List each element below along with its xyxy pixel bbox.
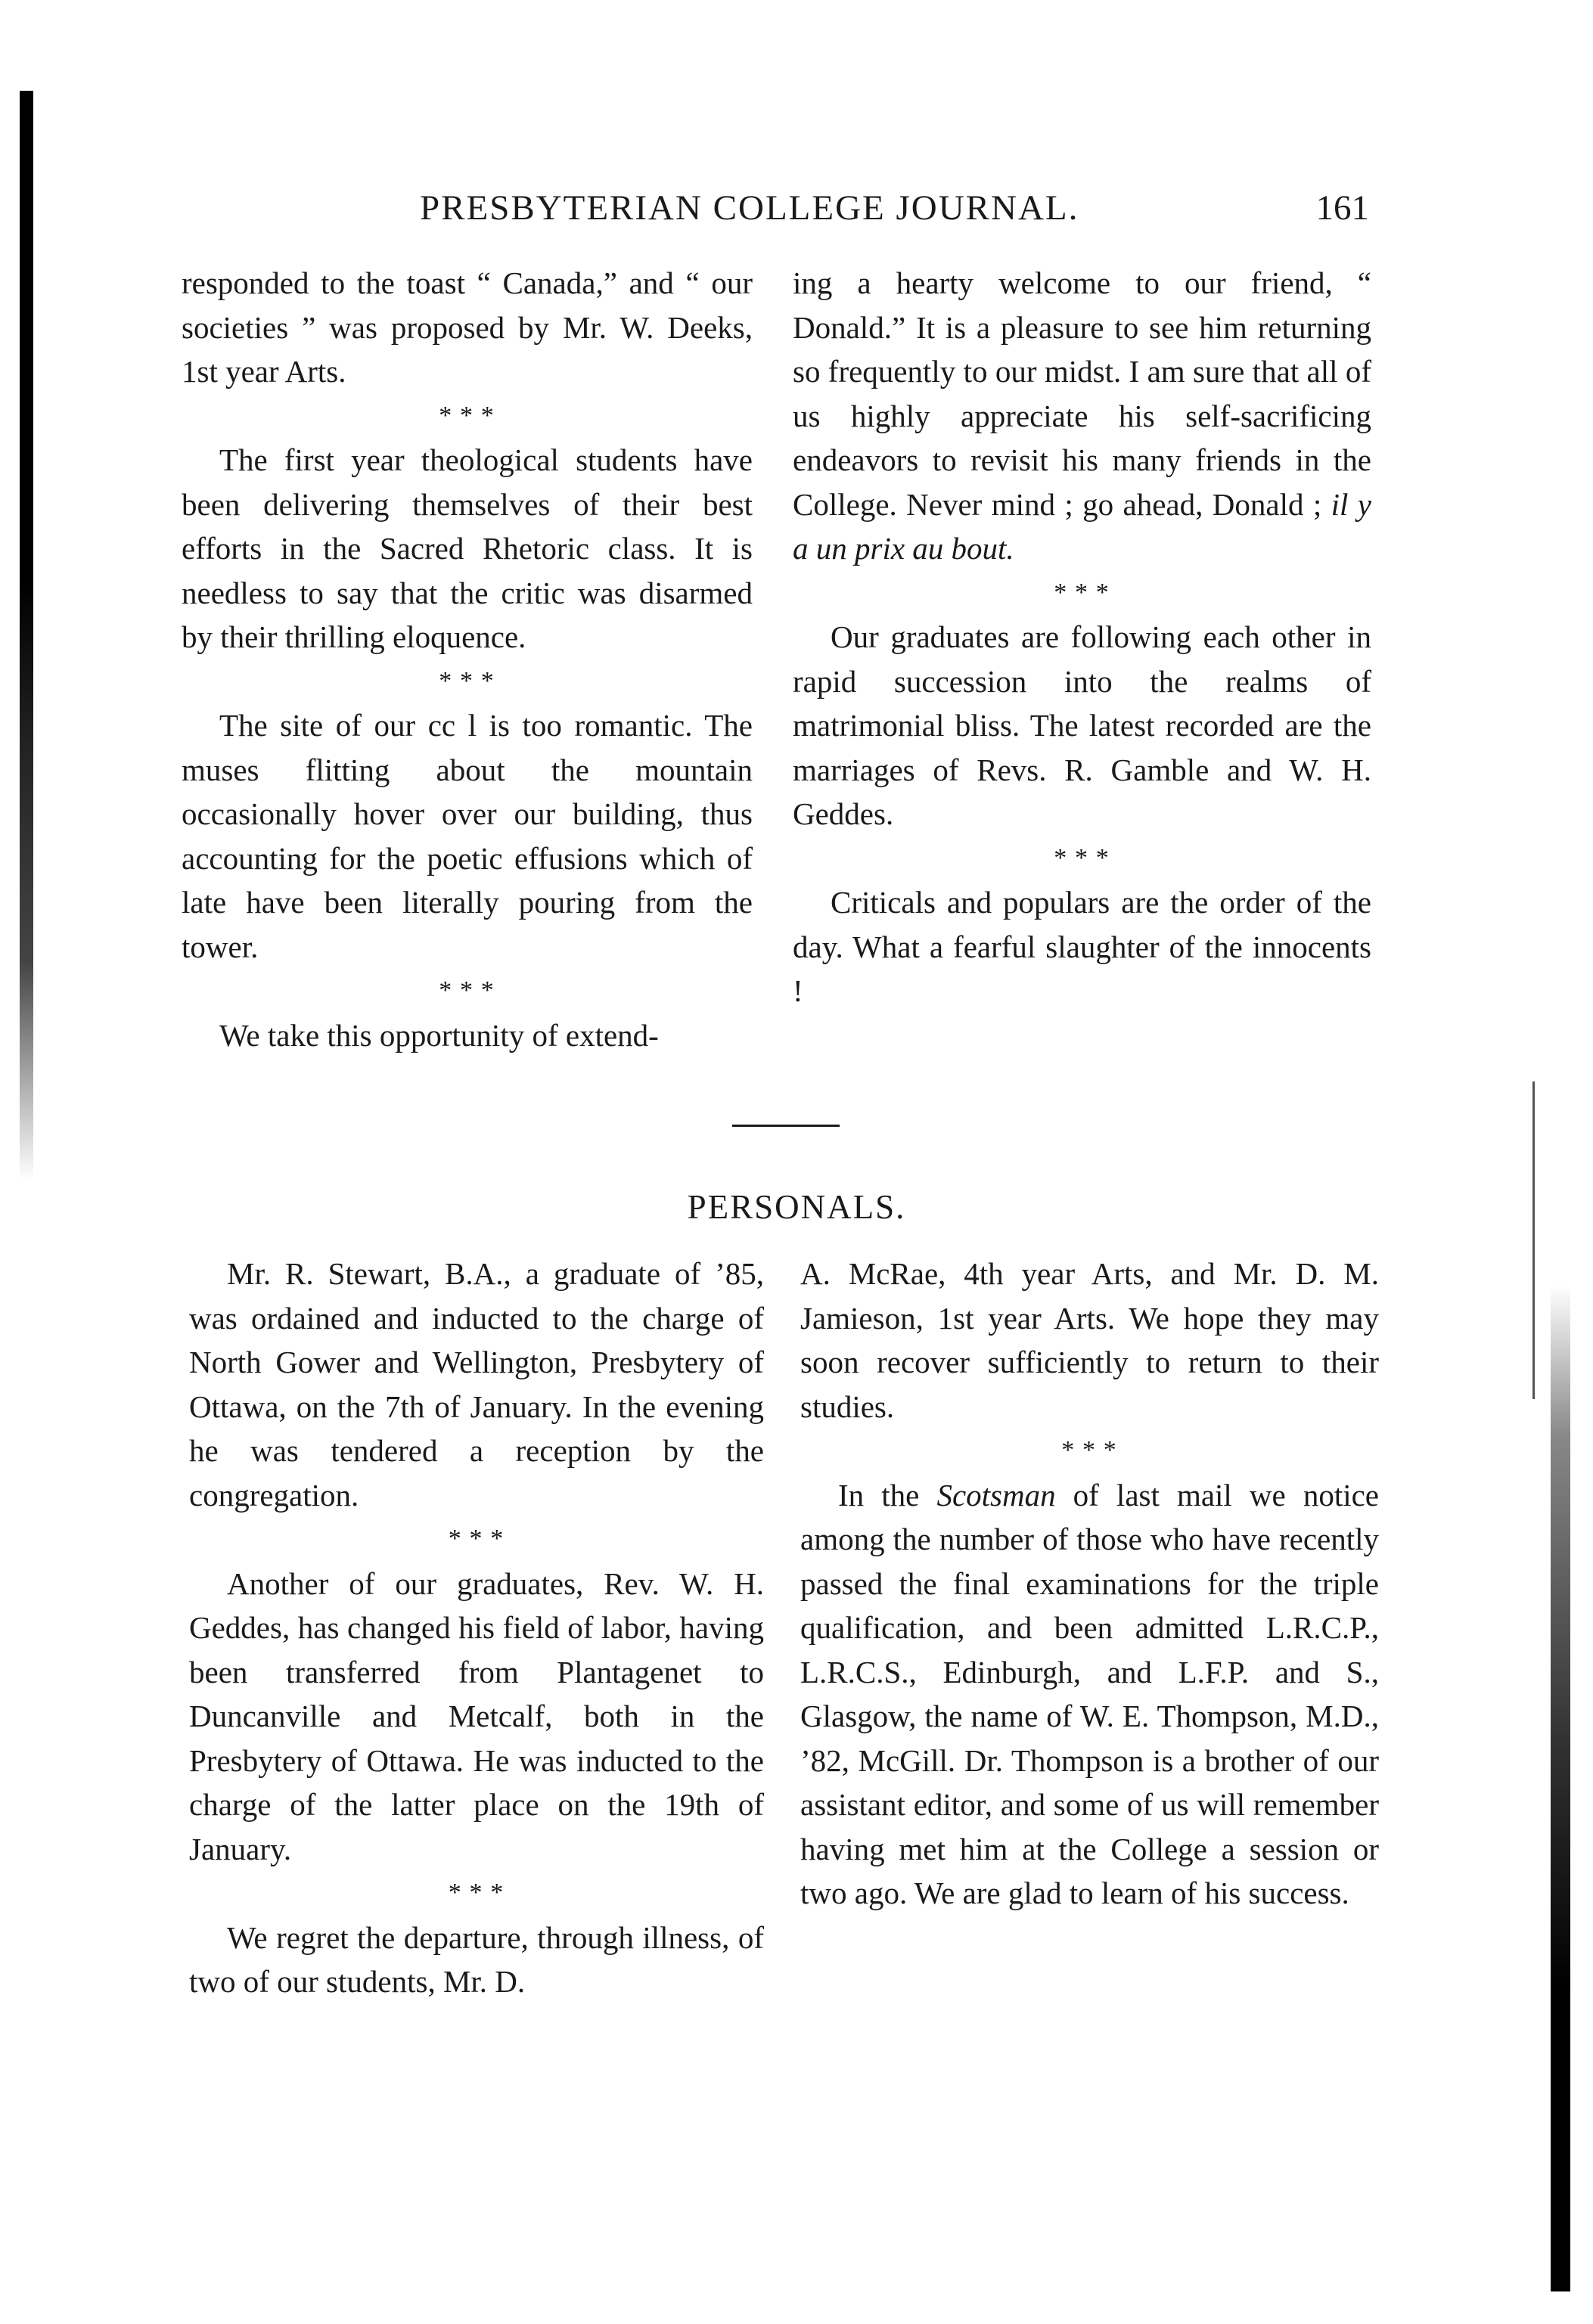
top-right-column [793,261,1371,1013]
paragraph: responded to the toast “ Canada,” and “ our societies ” was proposed by Mr. W. Deeks, 1st year Arts. [182,265,753,389]
paragraph [793,261,1371,571]
bottom-right-column [800,1252,1379,1916]
section-break-stars: * * * [448,1525,505,1553]
section-divider [732,1125,840,1127]
section-break-stars: * * * [439,666,495,695]
paragraph: A. McRae, 4th year Arts, and Mr. D. M. Jamieson, 1st year Arts. We hope they may soon recover sufficiently to return to their studies. [800,1256,1379,1424]
paragraph: Another of our graduates, Rev. W. H. Geddes, has changed his field of labor, having been transferred from Plantagenet to Duncanville and Metcalf, both in the Presbytery of Ottawa. He was inducted to the charge of the latter place on the 19th of January. [189,1565,764,1866]
paragraph-text: of last mail we notice among the number of those who have recently passed the final examinations for the triple qualification, and been admitted L.R.C.P., L.R.C.S., Edinburgh, and L.F.P. and S., Glasgow, the name of W. E. Thompson, M.D., ’82, McGill. Dr. Thompson is a brother of our assistant editor, and some of us will remember having met him at the College a session or two ago. We are glad to learn of his success. [800,1477,1379,1910]
paragraph: Our graduates are following each other in rapid succession into the realms of matrimonial bliss. The latest recorded are the marriages of Revs. R. Gamble and W. H. Geddes. [793,619,1371,831]
paragraph: We regret the departure, through illness, of two of our students, Mr. D. [189,1919,764,1999]
section-break-stars: * * * [1054,843,1110,872]
running-title: PRESBYTERIAN COLLEGE JOURNAL. [420,188,1079,228]
scan-edge-left [20,91,33,1180]
section-break-stars: * * * [1061,1436,1118,1464]
bottom-left-column [189,1252,764,2004]
scan-edge-right [1551,1286,1570,2291]
scan-edge-right-thin [1532,1081,1535,1399]
section-break-stars: * * * [439,401,495,430]
section-break-stars: * * * [439,976,495,1004]
italic-phrase: il y a un prix au bout. [793,486,1371,566]
paragraph: The first year theological students have been delivering themselves of their best efforts in the Sacred Rhetoric class. It is needless to say that the critic was disarmed by their thrilling eloquence. [182,442,753,654]
paragraph: Mr. R. Stewart, B.A., a graduate of ’85, was ordained and inducted to the charge of North Gower and Wellington, Presbytery of Ottawa, on the 7th of January. In the evening he was tendered a reception by the congregation. [189,1256,764,1513]
page-number: 161 [1315,188,1369,228]
section-heading: PERSONALS. [687,1188,906,1226]
section-break-stars: * * * [448,1879,505,1907]
paragraph-text: In the [838,1477,937,1513]
top-left-column [182,261,753,1057]
section-break-stars: * * * [1054,578,1110,607]
page-header [408,188,1369,248]
paragraph: The site of our cc l is too romantic. The muses flitting about the mountain occasionally hover over our building, thus accounting for the poetic effusions which of late have been literally pouring from the tower. [182,708,753,964]
paragraph: We take this opportunity of extend- [219,1017,659,1053]
italic-newspaper-title: Scotsman [936,1477,1056,1513]
paragraph-text: ing a hearty welcome to our friend, “ Donald.” It is a pleasure to see him returning so frequently to our midst. I am sure that all of us highly appreciate his self-sacrificing endeavors to revisit his many friends in the College. Never mind ; go ahead, Donald ; [793,265,1371,522]
paragraph: Criticals and populars are the order of the day. What a fearful slaughter of the innocents ! [793,885,1371,1008]
paragraph [800,1473,1379,1916]
